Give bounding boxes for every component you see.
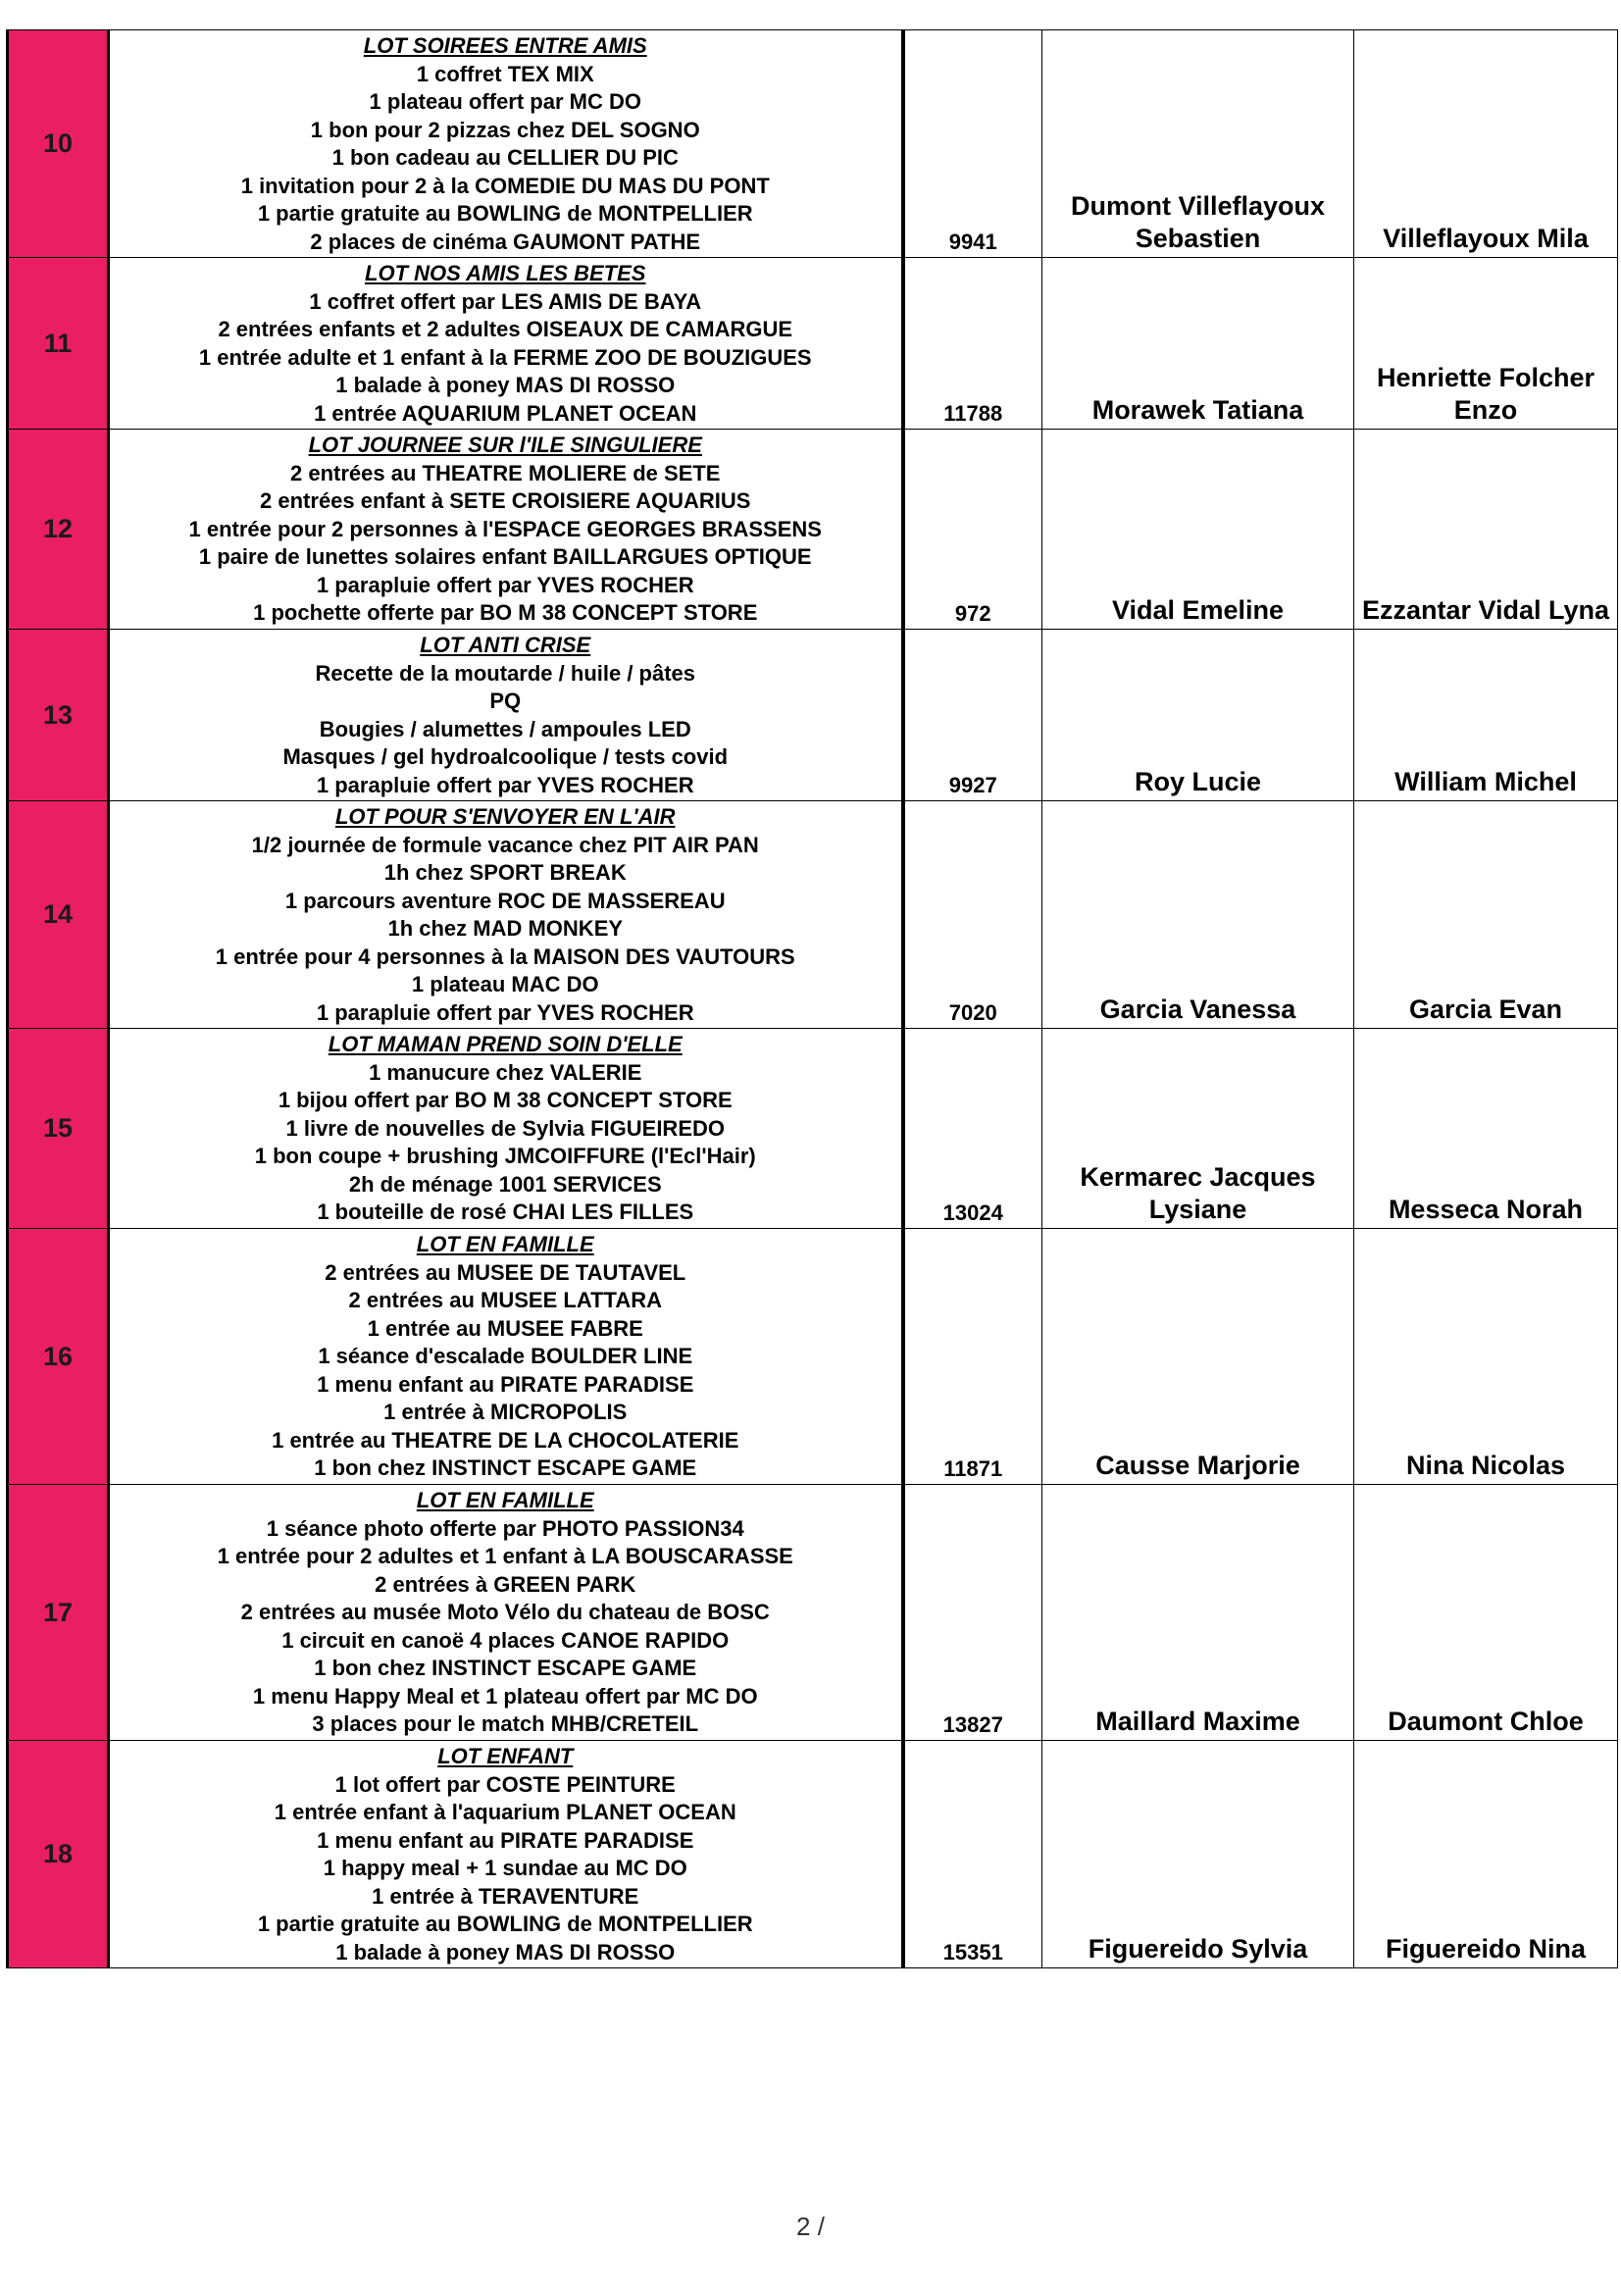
winner-name-line: Causse Marjorie: [1095, 1451, 1300, 1480]
winner-name: [1042, 630, 1354, 801]
lot-description: [109, 1741, 903, 1968]
child-name: [1354, 258, 1618, 430]
winner-name: [1042, 430, 1354, 630]
lot-number: 10: [8, 30, 109, 258]
lot-item: Bougies / alumettes / ampoules LED: [319, 716, 691, 741]
child-name-line: Figuereido Nina: [1385, 1934, 1587, 1964]
lot-description: [109, 1029, 903, 1229]
lot-row: [8, 630, 1618, 801]
lot-item: 1 balade à poney MAS DI ROSSO: [335, 1939, 676, 1964]
lot-item: 3 places pour le match MHB/CRETEIL: [312, 1711, 699, 1736]
child-name: [1354, 801, 1618, 1029]
child-name: [1354, 630, 1618, 801]
lot-item: 1 livre de nouvelles de Sylvia FIGUEIREDO: [285, 1115, 725, 1141]
lot-item: 2 places de cinéma GAUMONT PATHE: [310, 229, 701, 254]
lot-item: 1 pochette offerte par BO M 38 CONCEPT STORE: [253, 600, 758, 625]
lot-description: [109, 430, 903, 630]
lot-item: 1 bon chez INSTINCT ESCAPE GAME: [314, 1656, 697, 1680]
lot-number: 16: [8, 1229, 109, 1485]
ticket-number: 11871: [903, 1229, 1042, 1485]
lot-item: 1 parapluie offert par YVES ROCHER: [316, 999, 694, 1025]
lot-item: 1 entrée pour 2 personnes à l'ESPACE GEORGES BRASSENS: [188, 516, 822, 541]
winner-name-line: Figuereido Sylvia: [1088, 1934, 1308, 1964]
lot-description: [109, 30, 903, 258]
lot-title: LOT EN FAMILLE: [416, 1232, 594, 1256]
lot-description: [109, 258, 903, 430]
lot-title: LOT SOIREES ENTRE AMIS: [363, 33, 647, 58]
lot-item: 2 entrées au musée Moto Vélo du chateau de BOSC: [240, 1600, 770, 1624]
lot-item: 1 plateau offert par MC DO: [369, 89, 641, 114]
lot-item: 2 entrées au MUSEE DE TAUTAVEL: [325, 1259, 686, 1285]
child-name-line: Daumont Chloe: [1388, 1707, 1584, 1736]
lot-row: [8, 258, 1618, 430]
lots-table-body: [8, 30, 1618, 1968]
ticket-number: 15351: [903, 1741, 1042, 1968]
lot-item: 1 parapluie offert par YVES ROCHER: [316, 572, 694, 597]
child-name: [1354, 1485, 1618, 1741]
lot-item: 1 manucure chez VALERIE: [369, 1059, 642, 1085]
lot-item: 1 entrée au MUSEE FABRE: [367, 1315, 643, 1341]
lot-row: [8, 1029, 1618, 1229]
lot-title: LOT ANTI CRISE: [420, 633, 591, 657]
lot-item: 1h chez SPORT BREAK: [383, 860, 627, 885]
lot-number: 18: [8, 1741, 109, 1968]
winner-name-line: Garcia Vanessa: [1099, 995, 1296, 1024]
lot-item: 1 balade à poney MAS DI ROSSO: [335, 373, 676, 397]
lot-item: 1 entrée AQUARIUM PLANET OCEAN: [314, 400, 697, 426]
winner-name-line: Morawek Tatiana: [1091, 395, 1304, 425]
lot-number: 15: [8, 1029, 109, 1229]
lot-item: 2 entrées au THEATRE MOLIERE de SETE: [290, 460, 721, 485]
lot-description: [109, 630, 903, 801]
lot-title: LOT JOURNEE SUR l'ILE SINGULIERE: [308, 433, 702, 457]
lot-item: 1 bon chez INSTINCT ESCAPE GAME: [314, 1455, 697, 1480]
page-number: 2 /: [796, 2212, 825, 2241]
child-name-line: Enzo: [1453, 395, 1518, 425]
lot-item: 2 entrées enfant à SETE CROISIERE AQUARIUS: [260, 488, 751, 513]
lot-number: 17: [8, 1485, 109, 1741]
child-name-line: Ezzantar Vidal Lyna: [1361, 595, 1610, 625]
lot-item: 1 entrée à TERAVENTURE: [372, 1883, 639, 1909]
lot-item: 1 entrée au THEATRE DE LA CHOCOLATERIE: [272, 1427, 739, 1453]
lot-row: [8, 30, 1618, 258]
lot-item: 1 happy meal + 1 sundae au MC DO: [323, 1856, 687, 1880]
ticket-number: 9927: [903, 630, 1042, 801]
lot-item: 1 partie gratuite au BOWLING de MONTPELLIER: [257, 1912, 753, 1936]
lot-item: 1 paire de lunettes solaires enfant BAILLARGUES OPTIQUE: [198, 544, 812, 569]
winner-name: [1042, 1485, 1354, 1741]
lot-item: 1 partie gratuite au BOWLING de MONTPELLIER: [257, 201, 753, 226]
ticket-number: 13024: [903, 1029, 1042, 1229]
winner-name-line: Dumont Villeflayoux: [1070, 191, 1326, 221]
winner-name: [1042, 30, 1354, 258]
lot-item: 1 bon coupe + brushing JMCOIFFURE (l'Ecl'Hair): [254, 1144, 756, 1168]
winner-name-line: Kermarec Jacques: [1080, 1162, 1316, 1192]
lot-item: 1 coffret TEX MIX: [416, 61, 594, 86]
lot-row: [8, 430, 1618, 630]
winner-name: [1042, 258, 1354, 430]
lot-item: 1 séance d'escalade BOULDER LINE: [318, 1344, 693, 1368]
winner-name-line: Sebastien: [1135, 224, 1261, 253]
winner-name-line: Lysiane: [1148, 1195, 1247, 1224]
lot-description: [109, 1485, 903, 1741]
lot-item: PQ: [489, 689, 522, 713]
child-name-line: Henriette Folcher: [1376, 363, 1596, 392]
ticket-number: 13827: [903, 1485, 1042, 1741]
winner-name-line: Roy Lucie: [1134, 767, 1262, 796]
lot-title: LOT MAMAN PREND SOIN D'ELLE: [328, 1032, 683, 1056]
lot-item: 1 invitation pour 2 à la COMEDIE DU MAS DU PONT: [240, 173, 770, 198]
winner-name: [1042, 1229, 1354, 1485]
lots-table: [6, 29, 1618, 1968]
child-name: [1354, 1229, 1618, 1485]
lot-row: [8, 1485, 1618, 1741]
child-name: [1354, 430, 1618, 630]
lot-item: 1 lot offert par COSTE PEINTURE: [334, 1771, 676, 1797]
ticket-number: 972: [903, 430, 1042, 630]
lot-item: 1 bijou offert par BO M 38 CONCEPT STORE: [278, 1088, 733, 1112]
lot-item: 2 entrées à GREEN PARK: [375, 1571, 636, 1597]
lot-row: [8, 801, 1618, 1029]
lot-title: LOT NOS AMIS LES BETES: [365, 261, 646, 285]
lot-number: 11: [8, 258, 109, 430]
lot-item: 1 entrée adulte et 1 enfant à la FERME ZOO DE BOUZIGUES: [198, 344, 812, 370]
lot-item: 1 plateau MAC DO: [411, 972, 599, 996]
lot-number: 14: [8, 801, 109, 1029]
lot-item: 1 séance photo offerte par PHOTO PASSION34: [266, 1515, 744, 1541]
lot-number: 12: [8, 430, 109, 630]
child-name: [1354, 1741, 1618, 1968]
lot-item: 1 menu enfant au PIRATE PARADISE: [317, 1371, 694, 1397]
child-name-line: Garcia Evan: [1408, 995, 1563, 1024]
lot-row: [8, 1741, 1618, 1968]
child-name-line: William Michel: [1394, 767, 1577, 796]
lot-item: 1/2 journée de formule vacance chez PIT AIR PAN: [251, 832, 759, 857]
lot-title: LOT EN FAMILLE: [416, 1488, 594, 1512]
lot-item: 1 entrée enfant à l'aquarium PLANET OCEAN: [274, 1800, 736, 1824]
lot-item: Masques / gel hydroalcoolique / tests covid: [282, 744, 729, 769]
ticket-number: 9941: [903, 30, 1042, 258]
winner-name: [1042, 1741, 1354, 1968]
ticket-number: 11788: [903, 258, 1042, 430]
lot-item: 1 bon cadeau au CELLIER DU PIC: [331, 145, 679, 170]
child-name: [1354, 30, 1618, 258]
lot-item: 2 entrées au MUSEE LATTARA: [348, 1288, 662, 1312]
lot-item: 2 entrées enfants et 2 adultes OISEAUX DE CAMARGUE: [218, 317, 793, 341]
ticket-number: 7020: [903, 801, 1042, 1029]
lot-item: 1h chez MAD MONKEY: [387, 916, 624, 941]
child-name: [1354, 1029, 1618, 1229]
lot-title: LOT ENFANT: [437, 1744, 574, 1768]
lot-description: [109, 801, 903, 1029]
child-name-line: Villeflayoux Mila: [1383, 224, 1589, 253]
lot-item: 1 bouteille de rosé CHAI LES FILLES: [317, 1199, 694, 1224]
lot-item: 1 menu enfant au PIRATE PARADISE: [317, 1827, 694, 1853]
lot-number: 13: [8, 630, 109, 801]
lot-item: 1 parcours aventure ROC DE MASSEREAU: [284, 888, 726, 913]
lot-item: 1 parapluie offert par YVES ROCHER: [316, 772, 694, 797]
lot-item: 1 entrée à MICROPOLIS: [383, 1400, 628, 1424]
child-name-line: Nina Nicolas: [1405, 1451, 1566, 1480]
lot-description: [109, 1229, 903, 1485]
lot-item: 1 bon pour 2 pizzas chez DEL SOGNO: [310, 117, 700, 142]
winner-name-line: Vidal Emeline: [1111, 595, 1285, 625]
lot-item: 1 entrée pour 4 personnes à la MAISON DES VAUTOURS: [215, 944, 795, 969]
winner-name-line: Maillard Maxime: [1095, 1707, 1300, 1736]
lot-item: 2h de ménage 1001 SERVICES: [348, 1171, 662, 1197]
lot-item: 1 entrée pour 2 adultes et 1 enfant à LA BOUSCARASSE: [217, 1544, 793, 1568]
winner-name: [1042, 801, 1354, 1029]
lot-row: [8, 1229, 1618, 1485]
lot-item: 1 coffret offert par LES AMIS DE BAYA: [309, 288, 702, 314]
winner-name: [1042, 1029, 1354, 1229]
lot-title: LOT POUR S'ENVOYER EN L'AIR: [334, 804, 676, 829]
lot-item: Recette de la moutarde / huile / pâtes: [315, 660, 696, 686]
lot-item: 1 menu Happy Meal et 1 plateau offert par MC DO: [252, 1683, 758, 1709]
child-name-line: Messeca Norah: [1388, 1195, 1584, 1224]
lot-item: 1 circuit en canoë 4 places CANOE RAPIDO: [281, 1627, 730, 1653]
